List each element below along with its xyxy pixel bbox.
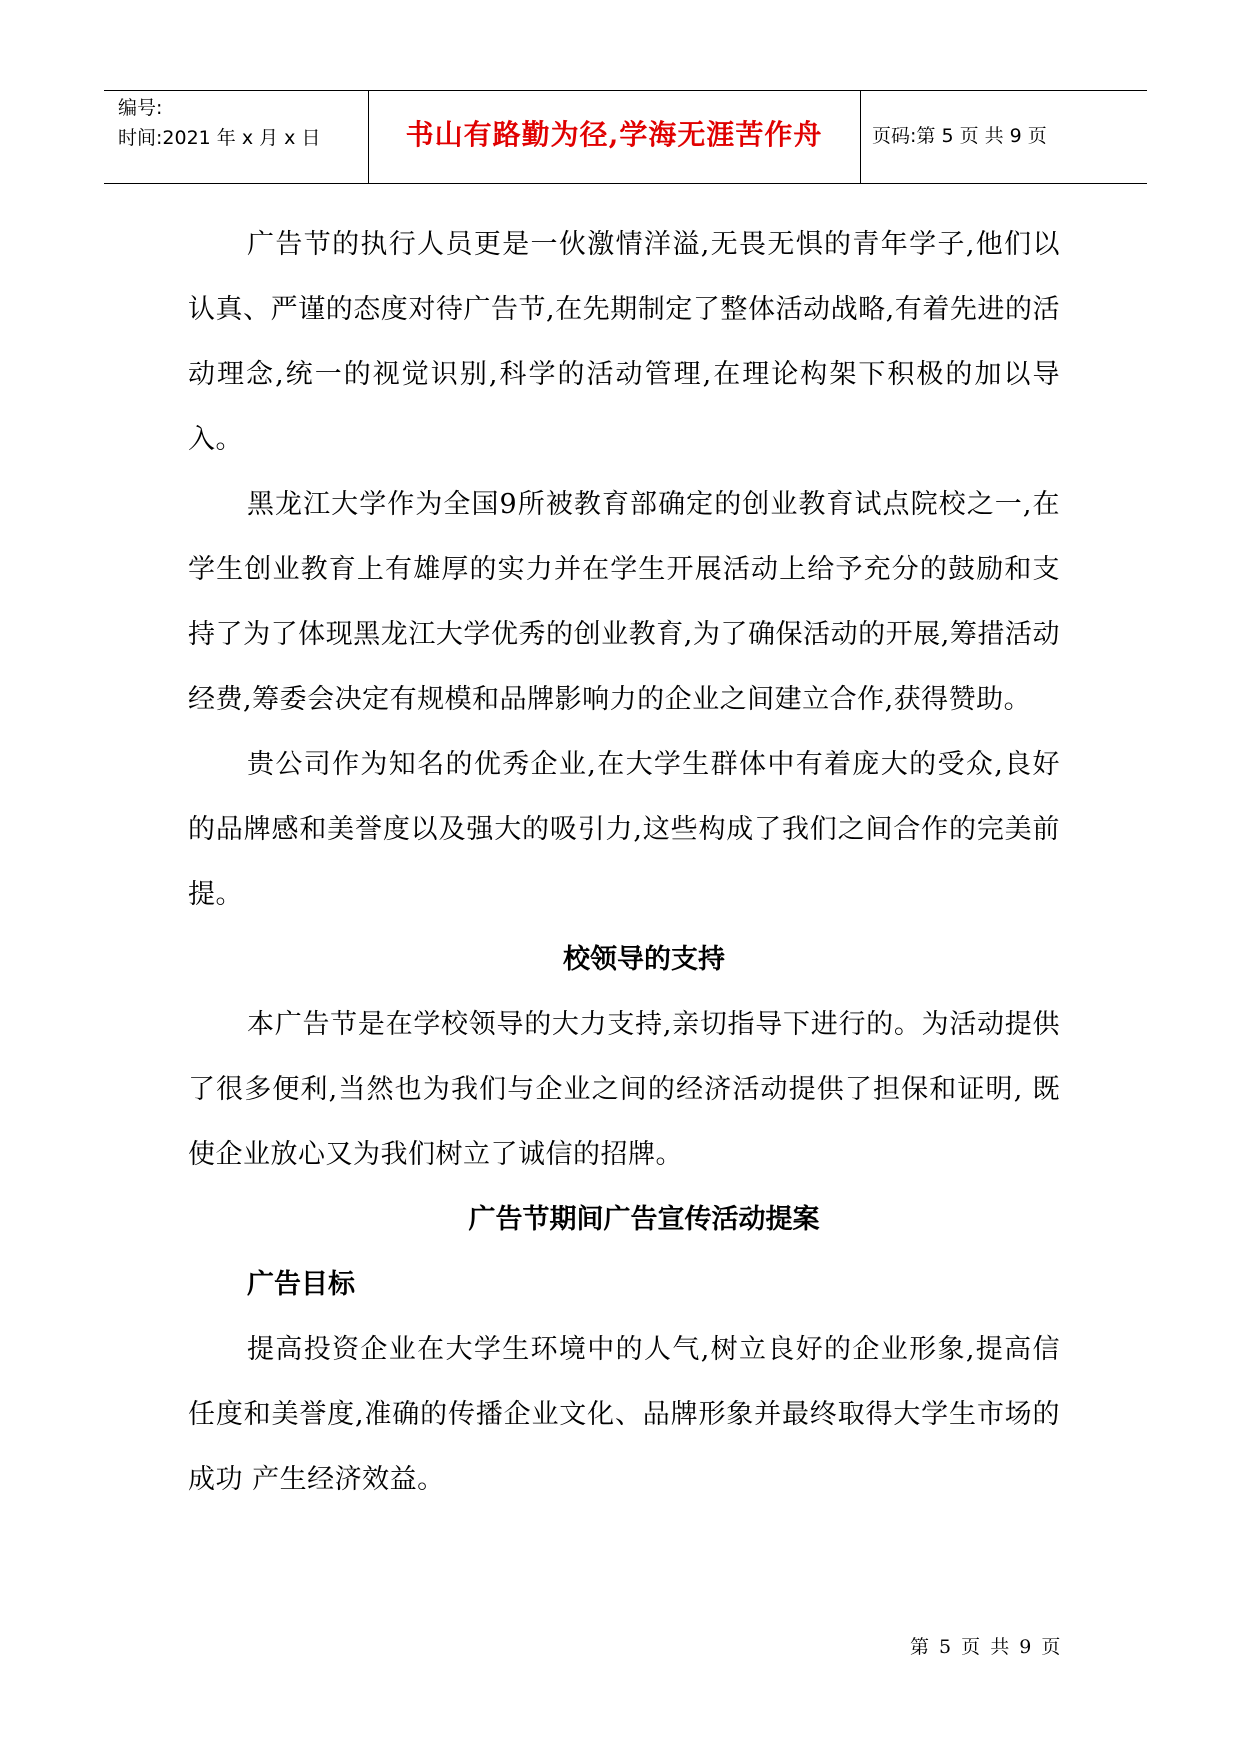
document-header [104,90,1147,184]
paragraph: 本广告节是在学校领导的大力支持,亲切指导下进行的。为活动提供了很多便利,当然也为我们与企业之间的经济活动提供了担保和证明, 既使企业放心又为我们树立了诚信的招牌。 [188,1009,1060,1170]
header-page-info: 页码:第 5 页 共 9 页 [872,125,1047,147]
paragraph: 提高投资企业在大学生环境中的人气,树立良好的企业形象,提高信任度和美誉度,准确的传播企业文化、品牌形象并最终取得大学生市场的成功 产生经济效益。 [188,1334,1060,1495]
serial-label: 编号: [118,97,163,119]
page-footer: 第 5 页 共 9 页 [910,1636,1063,1658]
header-motto: 书山有路勤为径,学海无涯苦作舟 [405,118,823,151]
section-heading: 校领导的支持 [563,944,725,975]
paragraph: 黑龙江大学作为全国9所被教育部确定的创业教育试点院校之一,在学生创业教育上有雄厚的实力并在学生开展活动上给予充分的鼓励和支持了为了体现黑龙江大学优秀的创业教育,为了确保活动的开展,筹措活动经费,筹委会决定有规模和品牌影响力的企业之间建立合作,获得赞助。 [188,489,1060,715]
header-meta [118,93,320,153]
paragraph: 广告节的执行人员更是一伙激情洋溢,无畏无惧的青年学子,他们以认真、严谨的态度对待广告节,在先期制定了整体活动战略,有着先进的活动理念,统一的视觉识别,科学的活动管理,在理论构架下积极的加以导入。 [188,229,1060,455]
paragraph: 贵公司作为知名的优秀企业,在大学生群体中有着庞大的受众,良好的品牌感和美誉度以及强大的吸引力,这些构成了我们之间合作的完美前提。 [188,749,1060,910]
time-label: 时间:2021 年 x 月 x 日 [118,127,321,149]
section-heading: 广告节期间广告宣传活动提案 [468,1204,820,1235]
header-divider [860,91,861,183]
document-body [188,212,1060,1512]
subsection-heading: 广告目标 [247,1269,355,1300]
